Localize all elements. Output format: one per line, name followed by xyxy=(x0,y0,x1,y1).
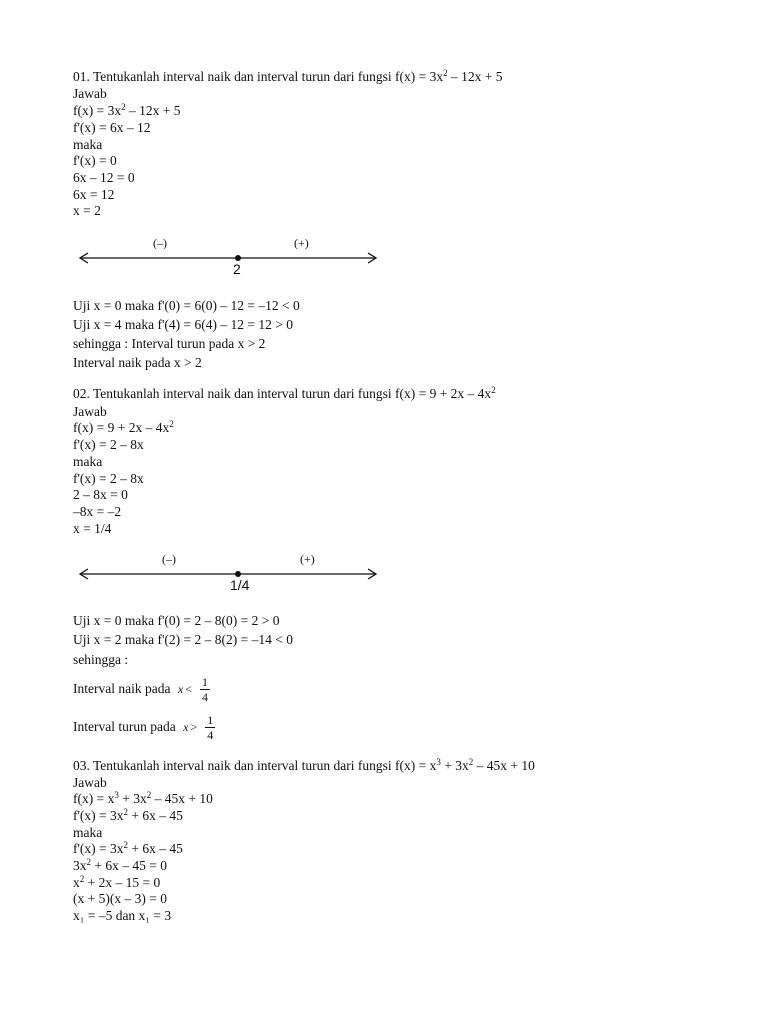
problem-2-jawab: Jawab xyxy=(73,404,107,419)
problem-3-step: maka xyxy=(73,825,103,840)
number-line-2-left-sign: (–) xyxy=(162,552,176,566)
fraction: $\frac{1}{4}$ xyxy=(201,675,208,705)
problem-1-test: Uji x = 0 maka f'(0) = 6(0) – 12 = –12 < 0 xyxy=(73,298,300,313)
problem-1-title: 01. Tentukanlah interval naik dan interval turun dari fungsi $f(x) = 3x^2 - 12x + 5$ xyxy=(73,68,503,84)
number-line-1-left-sign: (–) xyxy=(153,236,167,250)
problem-2-conclusion: sehingga : xyxy=(73,652,129,667)
problem-2-step: $f(x) = 9 + 2x - 4x^2$ xyxy=(73,419,174,435)
problem-1-conclusion: Interval naik pada x > 2 xyxy=(73,355,202,370)
problem-3-step: $f'(x) = 3x^2 + 6x - 45$ xyxy=(73,807,183,823)
number-line-2-right-sign: (+) xyxy=(300,552,315,566)
number-line-2 xyxy=(76,552,382,592)
problem-2-test: Uji x = 0 maka f'(0) = 2 – 8(0) = 2 > 0 xyxy=(73,613,280,628)
problem-3-step: $f(x) = x^3 + 3x^2 - 45x + 10$ xyxy=(73,790,213,806)
number-line-2-axis xyxy=(76,552,382,592)
problem-1-test: Uji x = 4 maka f'(4) = 6(4) – 12 = 12 > 0 xyxy=(73,317,293,332)
problem-3-step: $x^2 + 2x - 15 = 0$ xyxy=(73,874,161,890)
problem-1-step: $f(x) = 3x^2 - 12x + 5$ xyxy=(73,102,181,118)
number-line-1 xyxy=(76,236,382,276)
problem-2-naik-interval: Interval naik pada x < $\frac{1}{4}$ xyxy=(73,675,208,705)
problem-1-conclusion: sehingga : Interval turun pada x > 2 xyxy=(73,336,266,351)
problem-2-turun-interval: Interval turun pada x > $\frac{1}{4}$ xyxy=(73,713,214,743)
number-line-2-point-label: 1/4 xyxy=(230,577,250,593)
fraction: $\frac{1}{4}$ xyxy=(207,713,214,743)
problem-3-step: $f'(x) = 3x^2 + 6x - 45$ xyxy=(73,840,183,856)
problem-1-step: maka xyxy=(73,137,103,152)
problem-2-step: f'(x) = 2 – 8x xyxy=(73,471,144,486)
problem-3-step: $3x^2 + 6x - 45 = 0$ xyxy=(73,857,167,873)
problem-2-title: 02. Tentukanlah interval naik dan interval turun dari fungsi $f(x) = 9 + 2x - 4x^2$ xyxy=(73,385,496,401)
problem-2-step: –8x = –2 xyxy=(73,504,122,519)
problem-2-step: maka xyxy=(73,454,103,469)
number-line-1-point-label: 2 xyxy=(233,261,241,277)
problem-2-step: 2 – 8x = 0 xyxy=(73,487,128,502)
problem-1-step: 6x – 12 = 0 xyxy=(73,170,135,185)
number-line-1-right-sign: (+) xyxy=(294,236,309,250)
problem-3-step: x₁ = –5 dan x₁ = 3 xyxy=(73,908,172,923)
problem-2-step: f'(x) = 2 – 8x xyxy=(73,437,144,452)
problem-2-test: Uji x = 2 maka f'(2) = 2 – 8(2) = –14 < 0 xyxy=(73,632,293,647)
problem-3-step: (x + 5)(x – 3) = 0 xyxy=(73,891,167,906)
problem-2-step: x = 1/4 xyxy=(73,521,112,536)
problem-1-step: f'(x) = 6x – 12 xyxy=(73,120,151,135)
problem-1-step: x = 2 xyxy=(73,203,101,218)
problem-3-jawab: Jawab xyxy=(73,775,107,790)
problem-1-step: f'(x) = 0 xyxy=(73,153,117,168)
problem-1-step: 6x = 12 xyxy=(73,187,115,202)
number-line-1-axis xyxy=(76,236,382,276)
problem-3-title: 03. Tentukanlah interval naik dan interval turun dari fungsi $f(x) = x^3 + 3x^2 - 45x + 10$ xyxy=(73,757,535,773)
problem-1-jawab: Jawab xyxy=(73,86,107,101)
